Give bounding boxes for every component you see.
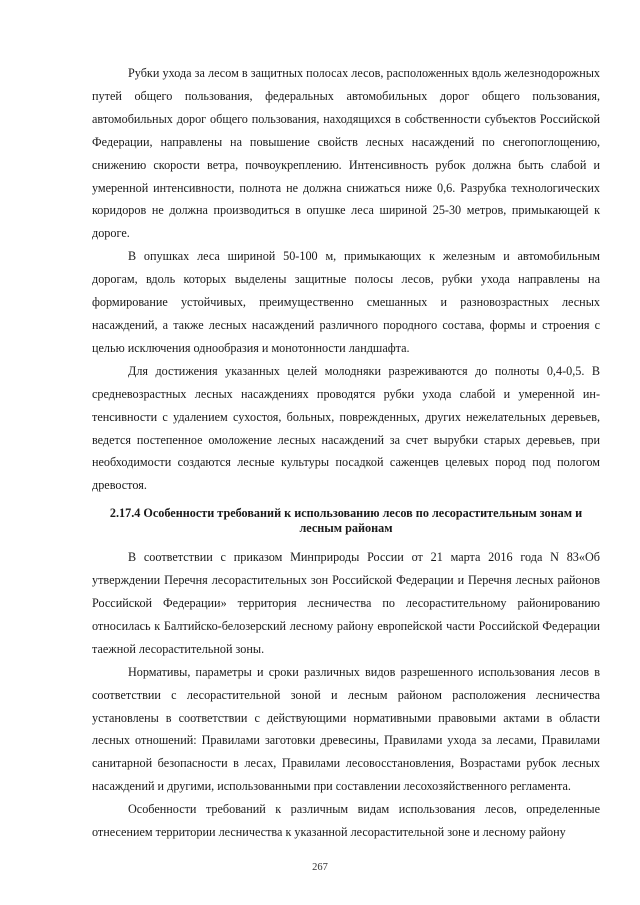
paragraph-forest-edges: В опушках леса шириной 50-100 м, примыкающих к железным и автомобильным дорогам, вдоль которых выделены защитные полосы лесов, рубки ухода направлены на формирование устойчивых, преимущественно смешанных и разновозрастных лесных насаждений, а также лесных насаждений различного породного состава, формы и строения с целью исключения однообразия и монотонности ландшафта. <box>92 249 600 355</box>
paragraph-thinning-protective-strips: Рубки ухода за лесом в защитных полосах лесов, расположенных вдоль железнодорожных путей общего пользования, федеральных автомобильных дорог общего пользования, автомобильных дорог общего пользования, находящихся в собственности субъектов Российской Федерации, направлены на повышение свойств лесных насаждений по снегопоглощению, снижению скорости ветра, почвоукреплению. Интенсивность рубок должна быть слабой и умеренной интенсивности, полнота не должна снижаться ниже 0,6. Разрубка технологических коридоров не должна производиться в опушке леса шириной 25-30 метров, примыкающей к дороге. <box>92 66 600 241</box>
paragraph-norms-parameters: Нормативы, параметры и сроки различных видов разрешенного использования лесов в соответствии с лесорастительной зоной и лесным районом расположения лесничества установлены в соответствии с действующими нормативными правовыми актами в области лесных отношений: Правилами заготовки древесины, Правилами ухода за лесами, Правилами санитарной безопасности в лесах, Правилами лесовосстановления, Возрастами рубок лесных насаждений и другими, использованными при составлении лесохозяйственного регламента. <box>92 664 600 794</box>
document-page <box>92 62 600 844</box>
paragraph-requirements-features: Особенности требований к различным видам использования лесов, определенные отнесением территории лесничества к указанной лесорастительной зоне и лесному району <box>92 802 600 840</box>
paragraph-young-stands-thinning: Для достижения указанных целей молодняки разреживаются до полноты 0,4-0,5. В средневозрастных лесных насаждениях проводятся рубки ухода слабой и умеренной интенсивности с удалением сухостоя, больных, поврежденных, других нежелательных деревьев, ведется постепенное омоложение лесных насаждений за счет вырубки старых деревьев, при необходимости создаются лесные культуры посадкой саженцев целевых пород под пологом древостоя. <box>92 363 600 493</box>
section-heading: 2.17.4 Особенности требований к использованию лесов по лесорастительным зонам и лесным районам <box>109 506 583 535</box>
page-number: 267 <box>312 862 328 873</box>
paragraph-ministry-order: В соответствии с приказом Минприроды России от 21 марта 2016 года N 83«Об утверждении Перечня лесорастительных зон Российской Федерации и Перечня лесных районов Российской Федерации» территория лесничества по лесорастительному районированию относилась к Балтийско-белозерский лесному району европейской части Российской Федерации таежной лесорастительной зоны. <box>92 550 600 656</box>
